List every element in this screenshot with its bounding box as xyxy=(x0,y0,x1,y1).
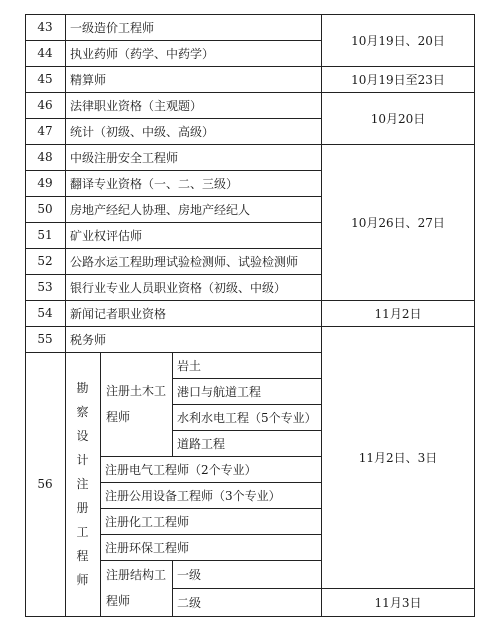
row-number: 46 xyxy=(37,98,53,112)
row-number: 44 xyxy=(37,46,53,60)
exam-date: 11月2日 xyxy=(374,306,422,321)
row-number: 55 xyxy=(37,332,53,346)
exam-name: 一级造价工程师 xyxy=(70,20,155,35)
row-number: 47 xyxy=(37,124,53,138)
exam-name: 翻译专业资格（一、二、三级） xyxy=(70,176,239,191)
row-number: 43 xyxy=(37,20,53,34)
row-number: 53 xyxy=(37,280,53,294)
exam-name: 房地产经纪人协理、房地产经纪人 xyxy=(70,202,251,217)
structural-engineer-label xyxy=(100,560,172,616)
civil-item: 道路工程 xyxy=(177,436,226,451)
electrical-engineer: 注册电气工程师（2个专业） xyxy=(105,462,257,477)
row-number: 50 xyxy=(37,202,53,216)
civil-item: 岩土 xyxy=(177,358,202,373)
row-number: 48 xyxy=(37,150,53,164)
exam-name: 法律职业资格（主观题） xyxy=(70,98,203,113)
exam-name: 精算师 xyxy=(70,72,107,87)
row-number: 51 xyxy=(37,228,53,242)
exam-date: 10月19日至23日 xyxy=(351,72,445,87)
row-number: 52 xyxy=(37,254,53,268)
category-label xyxy=(65,352,100,616)
civil-engineer-text: 注册土木工程师 xyxy=(106,384,167,424)
row-number: 49 xyxy=(37,176,53,190)
exam-name: 矿业权评估师 xyxy=(70,228,143,243)
exam-date: 11月2日、3日 xyxy=(358,450,438,465)
exam-name: 执业药师（药学、中药学） xyxy=(70,46,215,61)
exam-date: 10月19日、20日 xyxy=(351,33,445,48)
chemical-engineer: 注册化工工程师 xyxy=(105,514,190,529)
exam-name: 中级注册安全工程师 xyxy=(70,150,179,165)
category-text: 勘 察 设 计 注 册 工 程 师 xyxy=(76,381,89,587)
environmental-engineer: 注册环保工程师 xyxy=(105,540,190,555)
exam-name: 税务师 xyxy=(70,332,107,347)
civil-item: 水利水电工程（5个专业） xyxy=(177,410,317,425)
structural-level-2: 二级 xyxy=(177,595,202,610)
exam-date: 10月20日 xyxy=(370,111,426,126)
exam-name: 统计（初级、中级、高级） xyxy=(70,124,215,139)
row-number: 45 xyxy=(37,72,53,86)
row-number: 56 xyxy=(37,477,53,491)
civil-item: 港口与航道工程 xyxy=(177,384,262,399)
structural-engineer-text: 注册结构工程师 xyxy=(106,568,167,608)
utility-engineer: 注册公用设备工程师（3个专业） xyxy=(105,488,281,503)
exam-name: 公路水运工程助理试验检测师、试验检测师 xyxy=(70,254,299,269)
row-number: 54 xyxy=(37,306,53,320)
civil-engineer-label xyxy=(100,352,172,456)
exam-name: 新闻记者职业资格 xyxy=(70,306,167,321)
exam-name: 银行业专业人员职业资格（初级、中级） xyxy=(70,280,287,295)
structural-level-1: 一级 xyxy=(177,567,202,582)
exam-date: 11月3日 xyxy=(374,595,422,610)
exam-date: 10月26日、27日 xyxy=(351,215,445,230)
